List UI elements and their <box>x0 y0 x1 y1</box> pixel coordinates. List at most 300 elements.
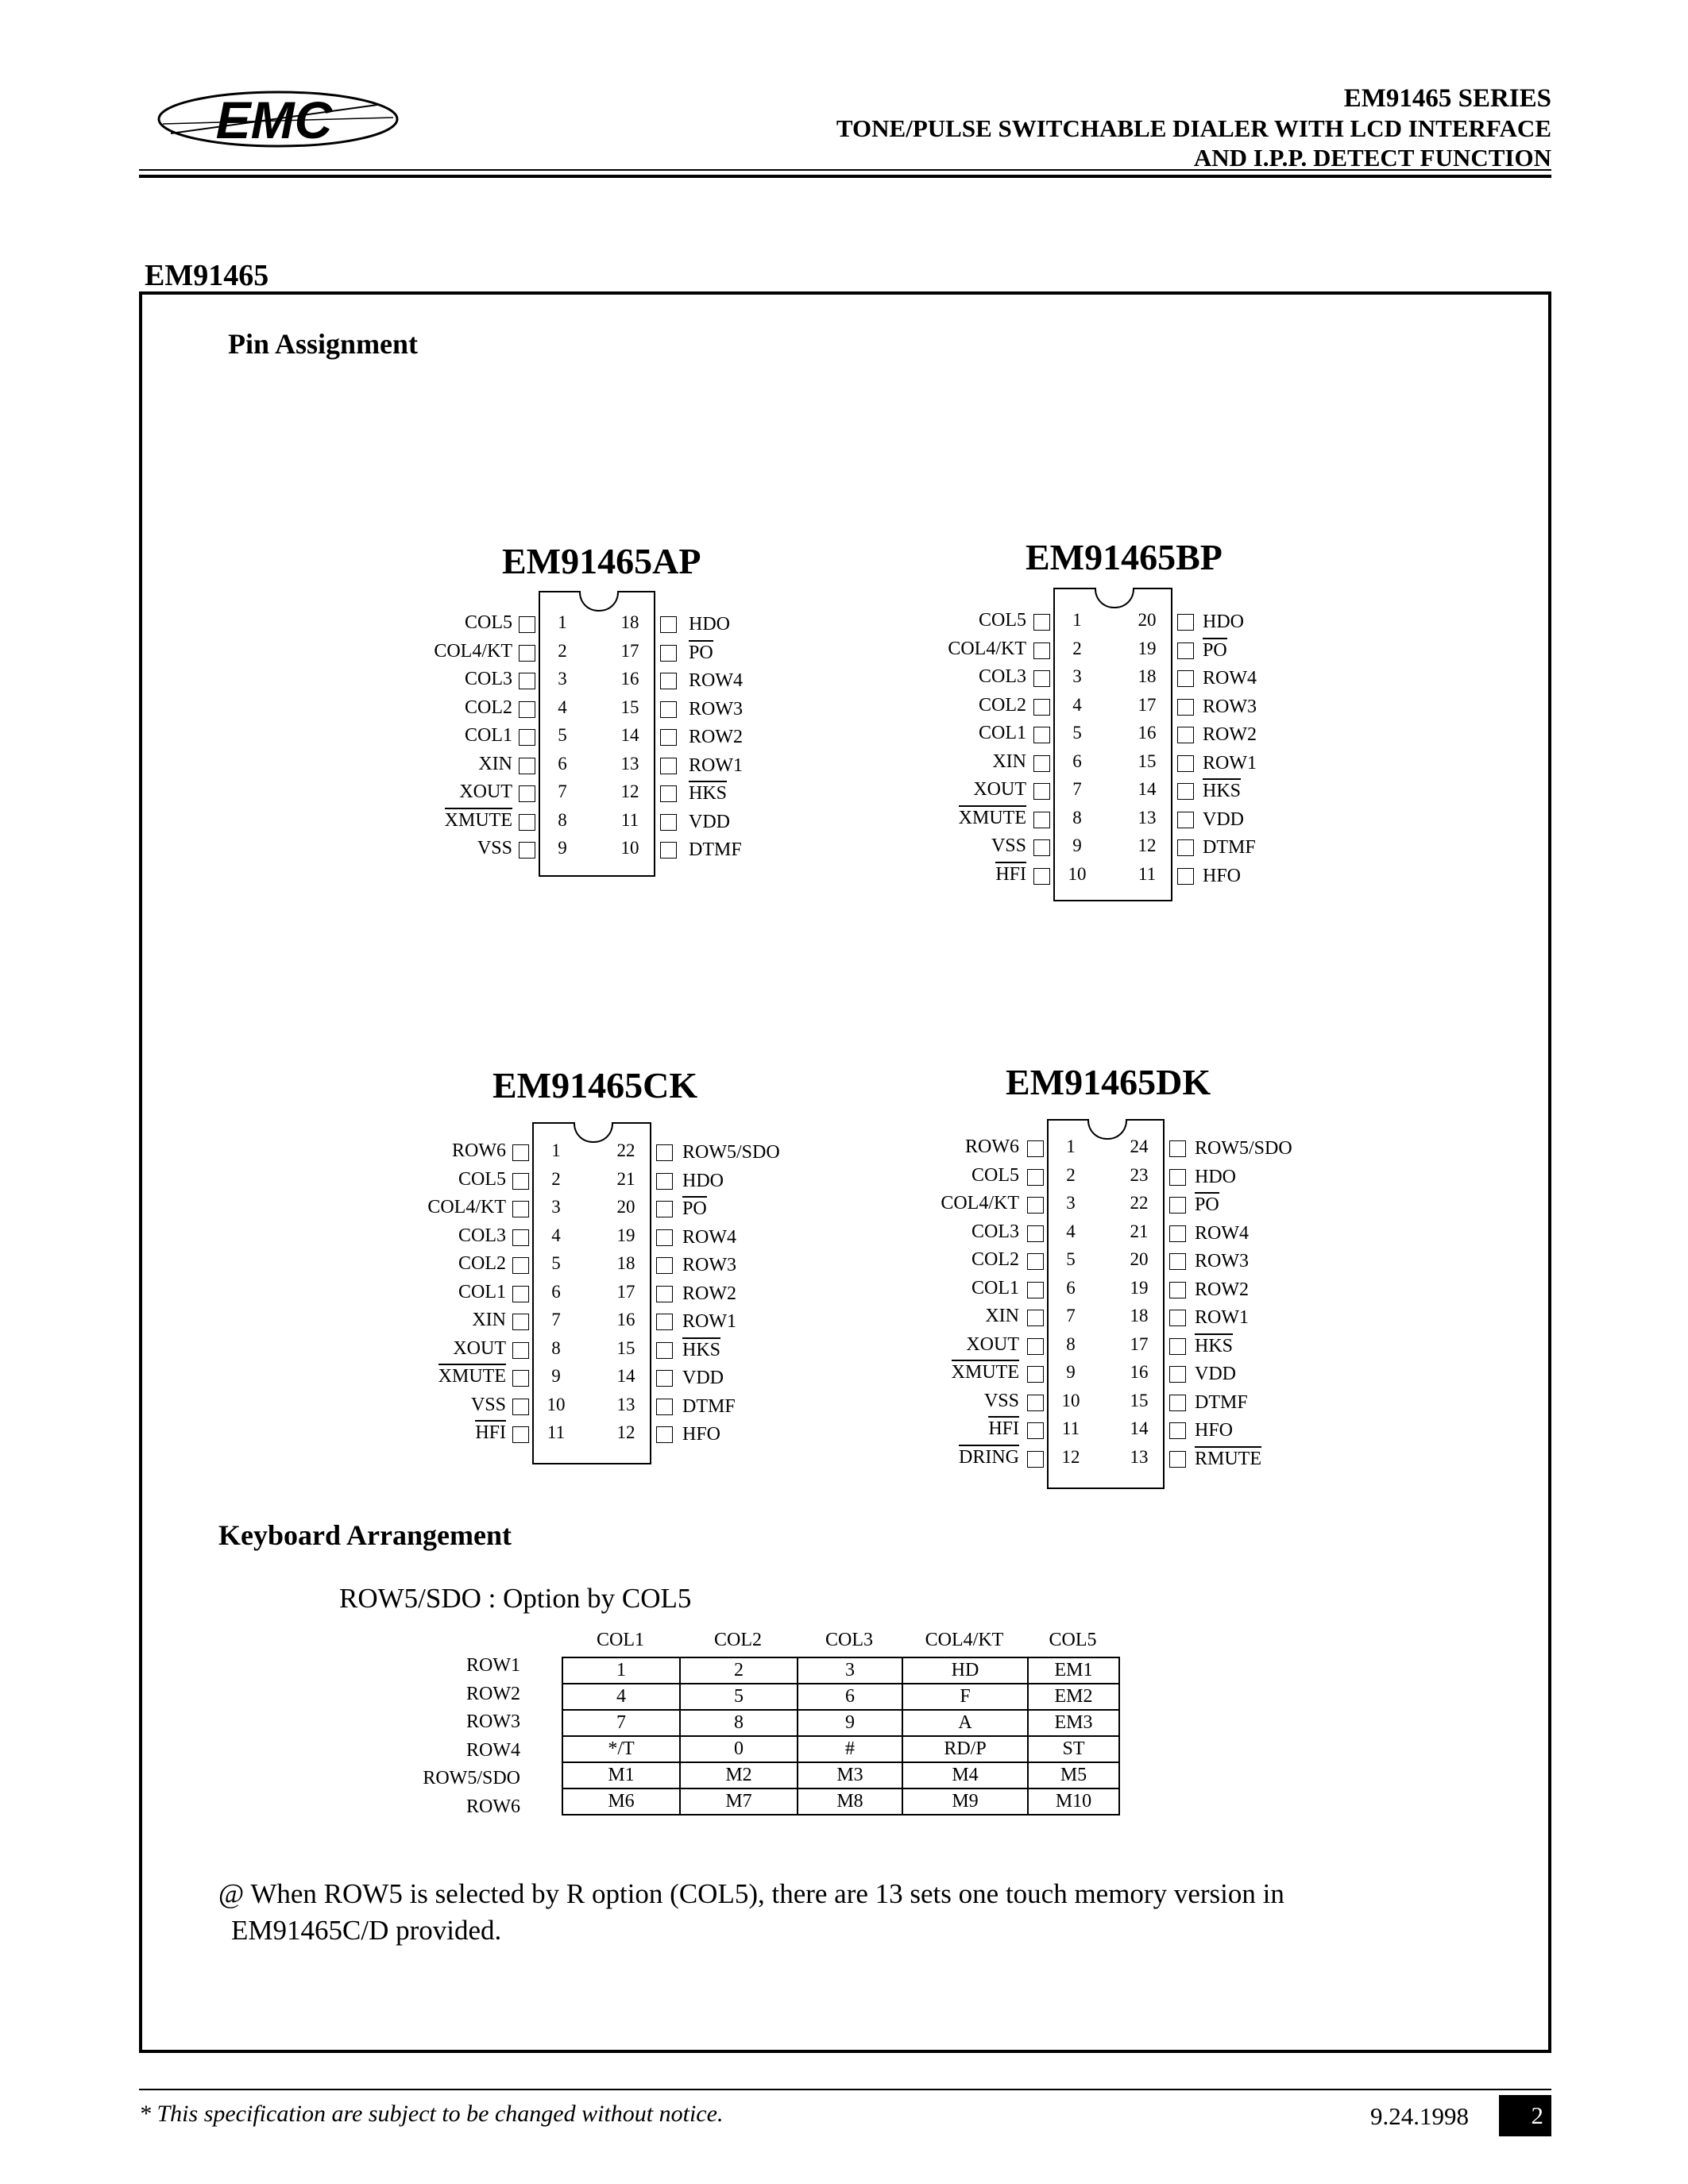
keyboard-table-cell: */T <box>562 1736 680 1762</box>
pin-box-right <box>1169 1338 1186 1355</box>
pin-number-left: 12 <box>1061 1447 1080 1467</box>
pin-number-right: 16 <box>620 669 639 689</box>
pin-number-left: 8 <box>1066 1334 1076 1354</box>
pin-name-left: XMUTE <box>445 808 512 832</box>
pin-box-left <box>1027 1338 1044 1355</box>
pin-number-right: 14 <box>1130 1418 1149 1438</box>
pin-box-left <box>512 1173 529 1190</box>
keyboard-table-cell: M7 <box>680 1788 798 1815</box>
pin-name-left: COL4/KT <box>434 641 512 662</box>
chip-notch <box>1095 588 1134 608</box>
pin-box-right <box>656 1399 673 1415</box>
pin-box-left <box>1027 1169 1044 1186</box>
pin-number-right: 21 <box>1130 1221 1149 1241</box>
pin-number-left: 7 <box>551 1310 561 1329</box>
pin-number-right: 19 <box>1138 639 1157 658</box>
pin-name-right: ROW1 <box>1203 753 1257 774</box>
pin-name-left: COL2 <box>979 695 1026 716</box>
pin-name-right: ROW4 <box>1195 1223 1249 1244</box>
pin-box-left <box>1027 1310 1044 1326</box>
pin-name-right: ROW4 <box>689 670 743 691</box>
keyboard-table-cell: 2 <box>680 1657 798 1684</box>
pin-name-right: DTMF <box>689 839 742 860</box>
pin-number-left: 6 <box>1072 751 1082 771</box>
pin-name-left: HFI <box>988 1416 1019 1440</box>
pin-number-right: 17 <box>616 1282 635 1302</box>
pin-box-left <box>519 842 535 859</box>
keyboard-table-cell: HD <box>902 1657 1028 1684</box>
pin-number-left: 5 <box>558 725 567 745</box>
keyboard-table-cell: A <box>902 1710 1028 1736</box>
pin-name-left: ROW6 <box>452 1140 506 1161</box>
pin-number-left: 6 <box>558 754 567 774</box>
keyboard-column-header: COL4/KT <box>925 1630 1004 1650</box>
pin-name-right: VDD <box>689 812 730 832</box>
pin-number-right: 13 <box>1130 1447 1149 1467</box>
pin-box-left <box>512 1370 529 1387</box>
keyboard-table-cell: M8 <box>798 1788 902 1815</box>
pin-name-left: HFI <box>995 862 1026 886</box>
pin-name-left: COL1 <box>971 1278 1019 1298</box>
pin-box-right <box>656 1144 673 1161</box>
pin-name-right: HKS <box>689 781 727 805</box>
pin-number-left: 2 <box>551 1169 561 1189</box>
pin-box-right <box>1169 1422 1186 1439</box>
pin-number-right: 17 <box>1130 1334 1149 1354</box>
pin-number-left: 8 <box>558 810 567 830</box>
pin-box-left <box>1033 755 1050 772</box>
pin-name-right: VDD <box>1195 1364 1236 1384</box>
pin-box-left <box>1033 642 1050 659</box>
pin-name-right: ROW2 <box>1195 1279 1249 1300</box>
pin-name-right: ROW2 <box>689 727 743 747</box>
pin-box-right <box>1177 614 1194 631</box>
chip-notch <box>1087 1119 1127 1140</box>
pin-number-left: 9 <box>1072 835 1082 855</box>
pin-box-left <box>1033 783 1050 800</box>
pin-number-right: 11 <box>620 810 639 830</box>
pin-number-right: 14 <box>620 725 639 745</box>
header-rule-thin <box>139 169 1551 171</box>
keyboard-note-line1: @ When ROW5 is selected by R option (COL5), there are 13 sets one touch memory version in <box>218 1878 1284 1909</box>
pin-box-left <box>1033 868 1050 885</box>
pin-box-right <box>1169 1140 1186 1157</box>
pin-name-right: ROW3 <box>682 1255 736 1275</box>
pin-box-left <box>512 1314 529 1330</box>
pin-box-left <box>1033 670 1050 687</box>
pin-number-left: 3 <box>558 669 567 689</box>
pin-box-right <box>656 1426 673 1443</box>
pin-box-right <box>1169 1225 1186 1242</box>
pin-number-right: 15 <box>1138 751 1157 771</box>
pin-number-right: 22 <box>616 1140 635 1160</box>
pin-name-left: XMUTE <box>952 1360 1019 1383</box>
keyboard-table-wrap <box>562 1657 1120 1815</box>
keyboard-table-cell: M4 <box>902 1762 1028 1788</box>
pin-number-right: 19 <box>616 1225 635 1245</box>
pin-name-right: ROW2 <box>1203 724 1257 745</box>
chip-title: EM91465BP <box>1026 537 1223 577</box>
pin-box-left <box>1027 1395 1044 1411</box>
pin-box-right <box>660 758 677 774</box>
pin-box-right <box>660 673 677 689</box>
pin-box-right <box>1177 839 1194 856</box>
pin-box-right <box>1169 1366 1186 1383</box>
pin-name-right: PO <box>1203 638 1227 662</box>
pin-name-right: ROW3 <box>1195 1251 1249 1271</box>
pin-number-left: 9 <box>551 1366 561 1386</box>
pin-box-left <box>512 1201 529 1217</box>
series-title: EM91465 SERIES <box>1343 84 1551 113</box>
pin-number-right: 15 <box>616 1338 635 1358</box>
pin-name-right: PO <box>1195 1192 1219 1216</box>
pin-number-left: 1 <box>551 1140 561 1160</box>
keyboard-table-cell: M10 <box>1028 1788 1119 1815</box>
pin-name-left: COL2 <box>971 1249 1019 1270</box>
pin-box-left <box>1027 1140 1044 1157</box>
keyboard-table-cell: 4 <box>562 1684 680 1710</box>
pin-name-right: DTMF <box>682 1396 736 1417</box>
pin-name-right: ROW4 <box>682 1227 736 1248</box>
chip-title: EM91465AP <box>502 541 701 581</box>
pin-box-left <box>1033 839 1050 856</box>
keyboard-column-header: COL2 <box>714 1630 762 1650</box>
pin-number-right: 18 <box>620 612 639 632</box>
pin-number-left: 4 <box>551 1225 561 1245</box>
footer-rule <box>139 2089 1551 2090</box>
pin-name-right: HDO <box>682 1171 724 1191</box>
keyboard-note <box>218 1876 1284 1949</box>
pin-name-left: COL2 <box>458 1253 506 1274</box>
pin-name-left: ROW6 <box>965 1136 1019 1157</box>
pin-number-left: 7 <box>1066 1306 1076 1325</box>
pin-box-left <box>1033 727 1050 743</box>
pin-number-left: 11 <box>1061 1418 1080 1438</box>
pin-number-right: 23 <box>1130 1165 1149 1185</box>
chip-title: EM91465CK <box>492 1065 698 1106</box>
pin-box-left <box>1027 1366 1044 1383</box>
keyboard-table-cell: EM1 <box>1028 1657 1119 1684</box>
keyboard-table-cell: 1 <box>562 1657 680 1684</box>
pin-box-left <box>1027 1282 1044 1298</box>
keyboard-table-cell: 8 <box>680 1710 798 1736</box>
pin-name-right: ROW1 <box>1195 1307 1249 1328</box>
pin-box-left <box>1033 699 1050 716</box>
pin-name-left: XIN <box>472 1310 506 1330</box>
pin-number-right: 18 <box>1138 666 1157 686</box>
pin-box-left <box>519 785 535 802</box>
pin-number-right: 12 <box>620 781 639 801</box>
pin-name-left: VSS <box>983 1391 1019 1411</box>
pin-number-right: 16 <box>1138 723 1157 743</box>
pin-box-left <box>512 1144 529 1161</box>
pin-name-left: COL3 <box>458 1225 506 1246</box>
pin-number-right: 17 <box>620 641 639 661</box>
pin-name-left: COL5 <box>458 1169 506 1190</box>
pin-number-left: 2 <box>1072 639 1082 658</box>
pin-box-right <box>656 1257 673 1274</box>
pin-number-left: 6 <box>551 1282 561 1302</box>
pin-box-left <box>519 814 535 831</box>
pin-number-right: 15 <box>1130 1391 1149 1410</box>
pin-number-left: 1 <box>558 612 567 632</box>
pin-name-right: HDO <box>1195 1167 1236 1187</box>
keyboard-row-header: ROW1 <box>466 1655 520 1676</box>
pin-name-left: VSS <box>470 1395 506 1415</box>
pin-box-right <box>656 1314 673 1330</box>
pin-name-right: VDD <box>1203 809 1244 830</box>
keyboard-column-header: COL1 <box>597 1630 644 1650</box>
pin-number-left: 9 <box>558 838 567 858</box>
pin-number-right: 14 <box>616 1366 635 1386</box>
pin-number-right: 18 <box>1130 1306 1149 1325</box>
pin-box-left <box>1027 1451 1044 1468</box>
pin-name-left: XOUT <box>966 1334 1019 1355</box>
keyboard-table-cell: EM2 <box>1028 1684 1119 1710</box>
pin-name-right: HKS <box>1203 778 1241 802</box>
pin-name-left: VSS <box>991 835 1026 856</box>
pin-name-left: XMUTE <box>959 805 1026 829</box>
pin-number-left: 8 <box>551 1338 561 1358</box>
keyboard-table-cell: M1 <box>562 1762 680 1788</box>
pin-number-left: 5 <box>1072 723 1082 743</box>
chip-notch <box>579 591 619 612</box>
pin-number-right: 11 <box>1138 864 1157 884</box>
pin-box-left <box>519 645 535 662</box>
pin-number-left: 10 <box>547 1395 566 1414</box>
pin-number-right: 10 <box>620 838 639 858</box>
pin-number-right: 15 <box>620 697 639 717</box>
pin-number-left: 3 <box>1072 666 1082 686</box>
pin-number-left: 6 <box>1066 1278 1076 1298</box>
pin-box-right <box>1169 1253 1186 1270</box>
pin-name-left: XMUTE <box>438 1364 506 1387</box>
pin-box-right <box>1177 812 1194 828</box>
pin-box-left <box>519 673 535 689</box>
pin-name-right: PO <box>689 640 713 664</box>
pin-box-right <box>1177 642 1194 659</box>
pin-box-right <box>656 1342 673 1359</box>
pin-name-left: COL4/KT <box>941 1193 1019 1214</box>
footer-notice: * This specification are subject to be changed without notice. <box>139 2101 724 2127</box>
pin-box-right <box>660 645 677 662</box>
pin-box-right <box>1177 755 1194 772</box>
pin-box-left <box>1027 1253 1044 1270</box>
keyboard-row-header: ROW2 <box>466 1684 520 1704</box>
pin-number-left: 8 <box>1072 808 1082 828</box>
keyboard-table-cell: ST <box>1028 1736 1119 1762</box>
pin-name-right: VDD <box>682 1368 724 1388</box>
pin-name-left: COL3 <box>465 669 512 689</box>
logo-text: EMC <box>215 91 333 149</box>
pin-name-left: COL5 <box>465 612 512 633</box>
pin-box-right <box>1177 868 1194 885</box>
pin-box-right <box>660 785 677 802</box>
pin-name-right: ROW3 <box>689 699 743 720</box>
pin-box-left <box>1033 812 1050 828</box>
pin-number-right: 12 <box>1138 835 1157 855</box>
pin-number-right: 16 <box>1130 1362 1149 1382</box>
pin-name-right: HFO <box>682 1424 721 1445</box>
pin-number-left: 11 <box>547 1422 566 1442</box>
keyboard-table-row <box>562 1710 1119 1736</box>
pin-name-left: DRING <box>959 1445 1019 1468</box>
pin-box-left <box>1033 614 1050 631</box>
pin-box-right <box>1169 1282 1186 1298</box>
keyboard-row-header: ROW3 <box>466 1711 520 1732</box>
pin-name-left: COL3 <box>979 666 1026 687</box>
subtitle-line1: TONE/PULSE SWITCHABLE DIALER WITH LCD INTERFACE <box>836 114 1551 142</box>
pin-number-left: 1 <box>1072 610 1082 630</box>
keyboard-table-cell: 5 <box>680 1684 798 1710</box>
pin-name-right: PO <box>682 1196 707 1220</box>
pin-box-right <box>660 842 677 859</box>
keyboard-table-cell: 9 <box>798 1710 902 1736</box>
pin-box-right <box>660 729 677 746</box>
pin-box-right <box>1177 783 1194 800</box>
pin-number-right: 22 <box>1130 1193 1149 1213</box>
chip-title: EM91465DK <box>1006 1062 1211 1102</box>
pin-box-right <box>1177 670 1194 687</box>
pin-box-left <box>519 758 535 774</box>
keyboard-option-line: ROW5/SDO : Option by COL5 <box>339 1583 692 1614</box>
pin-number-left: 9 <box>1066 1362 1076 1382</box>
pin-name-right: DTMF <box>1203 837 1256 858</box>
pin-name-left: XIN <box>992 751 1026 772</box>
keyboard-table-cell: M3 <box>798 1762 902 1788</box>
pin-box-right <box>1169 1451 1186 1468</box>
pin-number-left: 4 <box>1066 1221 1076 1241</box>
pin-name-right: ROW1 <box>682 1311 736 1332</box>
pin-number-right: 17 <box>1138 695 1157 715</box>
pin-name-left: COL2 <box>465 697 512 718</box>
pin-box-left <box>1027 1197 1044 1214</box>
keyboard-table-cell: # <box>798 1736 902 1762</box>
keyboard-table-row <box>562 1657 1119 1684</box>
keyboard-table-row <box>562 1762 1119 1788</box>
pin-name-right: ROW3 <box>1203 696 1257 717</box>
pin-name-right: HDO <box>1203 612 1244 632</box>
pin-number-left: 2 <box>1066 1165 1076 1185</box>
pin-box-left <box>519 701 535 718</box>
keyboard-heading: Keyboard Arrangement <box>218 1519 512 1551</box>
subtitle-line2: AND I.P.P. DETECT FUNCTION <box>1193 144 1551 172</box>
pin-number-left: 4 <box>1072 695 1082 715</box>
page-number: 2 <box>1499 2095 1551 2136</box>
pin-number-right: 13 <box>1138 808 1157 828</box>
pin-number-right: 20 <box>1130 1249 1149 1269</box>
pin-box-left <box>512 1342 529 1359</box>
pin-name-left: XIN <box>985 1306 1019 1326</box>
pin-name-left: COL5 <box>979 610 1026 631</box>
pin-number-right: 18 <box>616 1253 635 1273</box>
keyboard-table-cell: M9 <box>902 1788 1028 1815</box>
pin-name-left: COL1 <box>979 723 1026 743</box>
pin-box-right <box>656 1201 673 1217</box>
pin-number-left: 2 <box>558 641 567 661</box>
pin-box-right <box>1169 1310 1186 1326</box>
pin-number-right: 13 <box>616 1395 635 1414</box>
pin-name-right: HDO <box>689 614 730 635</box>
pin-box-right <box>660 814 677 831</box>
pin-number-right: 13 <box>620 754 639 774</box>
keyboard-table-row <box>562 1736 1119 1762</box>
pin-box-right <box>1177 699 1194 716</box>
pin-name-right: HFO <box>1195 1420 1234 1441</box>
pin-box-left <box>512 1229 529 1246</box>
pin-number-right: 12 <box>616 1422 635 1442</box>
pin-name-left: XOUT <box>459 781 512 802</box>
pin-name-left: XOUT <box>453 1338 506 1359</box>
chip-notch <box>574 1122 613 1143</box>
pin-name-left: VSS <box>477 838 512 859</box>
pin-number-right: 21 <box>616 1169 635 1189</box>
header-rule-thick <box>139 175 1551 178</box>
keyboard-table-cell: 6 <box>798 1684 902 1710</box>
pin-box-right <box>1177 727 1194 743</box>
pin-box-right <box>1169 1395 1186 1411</box>
pin-name-left: COL1 <box>465 725 512 746</box>
pin-number-left: 7 <box>1072 779 1082 799</box>
pin-name-right: ROW2 <box>682 1283 736 1304</box>
pin-number-left: 3 <box>1066 1193 1076 1213</box>
pin-name-right: ROW1 <box>689 755 743 776</box>
pin-name-right: DTMF <box>1195 1392 1248 1413</box>
pin-name-left: COL4/KT <box>427 1197 506 1217</box>
pin-box-left <box>512 1399 529 1415</box>
keyboard-table-cell: F <box>902 1684 1028 1710</box>
keyboard-row-header: ROW6 <box>466 1796 520 1817</box>
pin-number-right: 20 <box>1138 610 1157 630</box>
pin-number-right: 14 <box>1138 779 1157 799</box>
pin-name-left: COL4/KT <box>948 639 1026 659</box>
keyboard-table-cell: 3 <box>798 1657 902 1684</box>
keyboard-table-cell: EM3 <box>1028 1710 1119 1736</box>
pin-name-right: HKS <box>1195 1333 1233 1357</box>
pin-box-left <box>512 1426 529 1443</box>
pin-box-right <box>656 1370 673 1387</box>
pin-name-left: COL5 <box>971 1165 1019 1186</box>
pin-name-right: ROW5/SDO <box>682 1142 780 1163</box>
pin-box-left <box>519 729 535 746</box>
keyboard-table-cell: M2 <box>680 1762 798 1788</box>
pin-number-left: 5 <box>551 1253 561 1273</box>
keyboard-note-line2: EM91465C/D provided. <box>231 1915 502 1946</box>
pin-box-right <box>1169 1169 1186 1186</box>
pin-name-left: HFI <box>475 1420 506 1444</box>
pin-box-right <box>656 1229 673 1246</box>
keyboard-row-header: ROW5/SDO <box>423 1768 520 1788</box>
pin-box-left <box>512 1257 529 1274</box>
document-title: EM91465 <box>145 259 269 292</box>
pin-number-left: 3 <box>551 1197 561 1217</box>
pin-number-right: 20 <box>616 1197 635 1217</box>
keyboard-column-header: COL3 <box>825 1630 873 1650</box>
pin-name-right: HKS <box>682 1337 720 1361</box>
pin-box-left <box>1027 1422 1044 1439</box>
pin-name-right: ROW4 <box>1203 668 1257 689</box>
pin-box-right <box>656 1286 673 1302</box>
pin-name-right: RMUTE <box>1195 1446 1261 1470</box>
pin-name-left: COL3 <box>971 1221 1019 1242</box>
pin-name-left: XOUT <box>973 779 1026 800</box>
keyboard-table-cell: M6 <box>562 1788 680 1815</box>
pin-number-right: 16 <box>616 1310 635 1329</box>
pin-box-right <box>656 1173 673 1190</box>
keyboard-table-cell: RD/P <box>902 1736 1028 1762</box>
pin-box-right <box>1169 1197 1186 1214</box>
pin-number-left: 5 <box>1066 1249 1076 1269</box>
